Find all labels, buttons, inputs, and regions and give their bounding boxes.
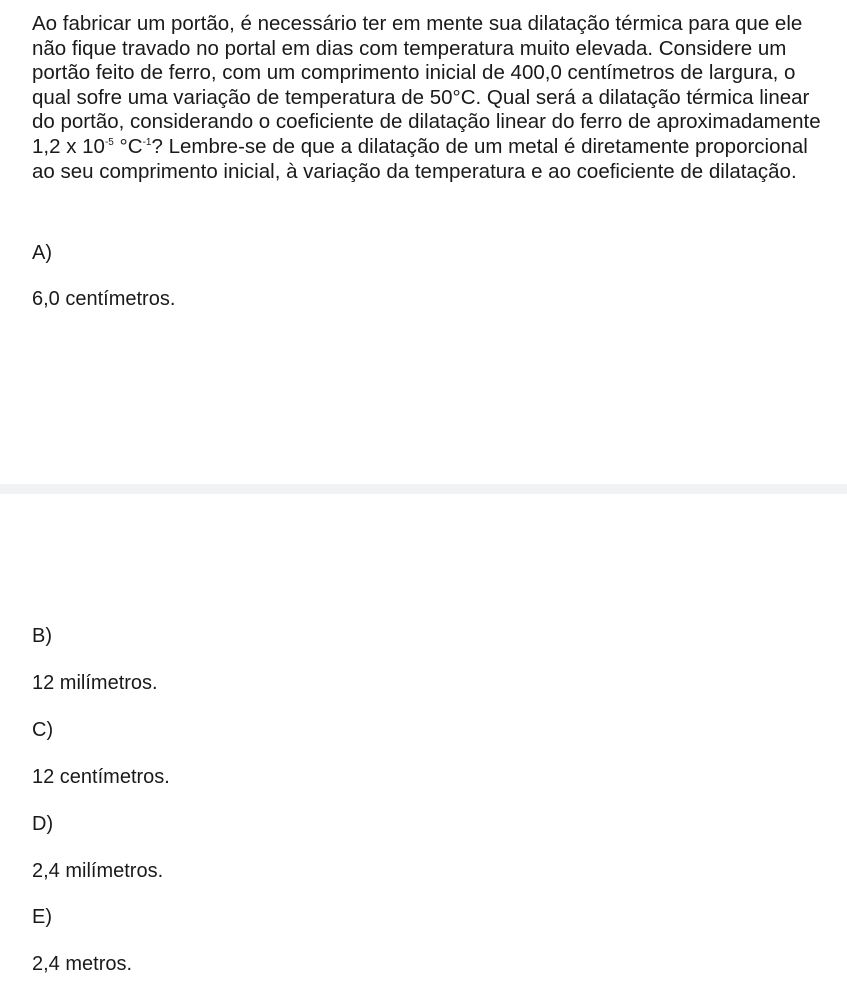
option-b-label[interactable]: B) xyxy=(32,625,52,647)
option-e-label[interactable]: E) xyxy=(32,906,52,928)
section-divider xyxy=(0,484,847,494)
option-b-text[interactable]: 12 milímetros. xyxy=(32,672,158,694)
option-d-text[interactable]: 2,4 milímetros. xyxy=(32,860,164,882)
question-part-2: °C xyxy=(113,134,143,158)
question-text xyxy=(32,12,822,184)
option-c-label[interactable]: C) xyxy=(32,719,54,741)
option-a-text[interactable]: 6,0 centímetros. xyxy=(32,288,176,310)
question-part-3: ? Lembre-se de que a dilatação de um metal é diretamente proporcional ao seu comprimento inicial, à variação da temperatura e ao coeficiente de dilatação. xyxy=(32,134,808,183)
exponent-2: -1 xyxy=(142,136,152,148)
option-d-label[interactable]: D) xyxy=(32,813,54,835)
exponent-1: -5 xyxy=(104,136,114,148)
option-c-text[interactable]: 12 centímetros. xyxy=(32,766,170,788)
option-e-text[interactable]: 2,4 metros. xyxy=(32,953,133,975)
question-part-1: Ao fabricar um portão, é necessário ter em mente sua dilatação térmica para que ele não fique travado no portal em dias com temperatura muito elevada. Considere um portão feito de ferro, com um comprimento inicial de 400,0 centímetros de largura, o qual sofre uma variação de temperatura de 50°C. Qual será a dilatação térmica linear do portão, considerando o coeficiente de dilatação linear do ferro de aproximadamente 1,2 x 10 xyxy=(32,12,821,158)
option-a-label[interactable]: A) xyxy=(32,242,52,264)
